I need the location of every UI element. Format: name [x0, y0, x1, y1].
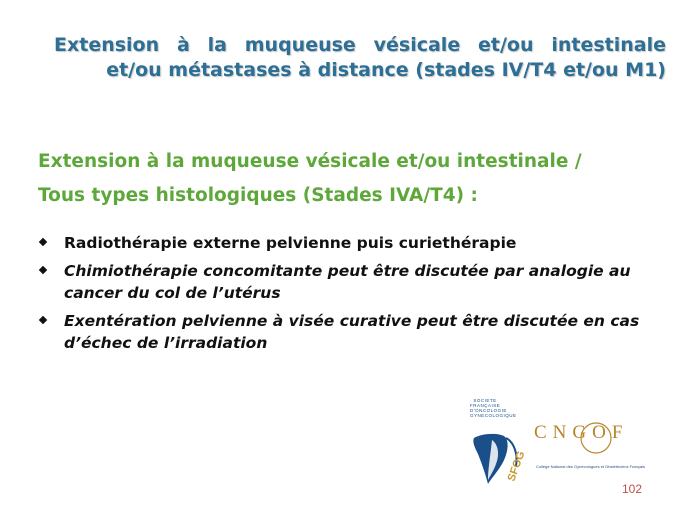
bullet-text: Chimiothérapie concomitante peut être discutée par analogie au cancer du col de l’utérus	[64, 262, 631, 302]
bullet-item-radiotherapy	[40, 232, 660, 254]
diamond-bullet-icon	[39, 316, 47, 324]
bullet-text: Radiothérapie externe pelvienne puis curiethérapie	[64, 234, 517, 252]
slide-title	[36, 33, 666, 83]
sfog-logo	[470, 398, 532, 484]
diamond-bullet-icon	[39, 266, 47, 274]
section-heading	[38, 145, 658, 213]
slide-title-line-1: Extension à la muqueuse vésicale et/ou intestinale	[54, 34, 666, 56]
section-heading-line-1: Extension à la muqueuse vésicale et/ou intestinale /	[38, 151, 582, 172]
sfog-logo-text: SOCIETE FRANÇAISE D'ONCOLOGIE GYNECOLOGIQUE	[470, 398, 517, 418]
bullet-text: Exentération pelvienne à visée curative peut être discutée en cas d’échec de l’irradiation	[64, 312, 640, 352]
cngof-ring-icon	[576, 420, 616, 460]
bullet-item-chemotherapy	[40, 260, 660, 304]
bullet-list	[40, 232, 660, 360]
page-number: 102	[622, 482, 643, 496]
section-heading-line-2: Tous types histologiques (Stades IVA/T4) :	[38, 185, 478, 206]
cngof-logo-subtitle: Collège National des Gynécologues et Obstétriciens Français	[536, 464, 645, 469]
cngof-logo-word: CNGOF	[534, 422, 629, 443]
sfog-emblem-icon	[470, 398, 532, 484]
diamond-bullet-icon	[39, 238, 47, 246]
sfog-mark-text: SFOG	[505, 449, 528, 484]
cngof-logo	[528, 420, 648, 480]
bullet-item-exenteration	[40, 310, 660, 354]
slide-title-line-2: et/ou métastases à distance (stades IV/T4 et/ou M1)	[106, 59, 666, 81]
